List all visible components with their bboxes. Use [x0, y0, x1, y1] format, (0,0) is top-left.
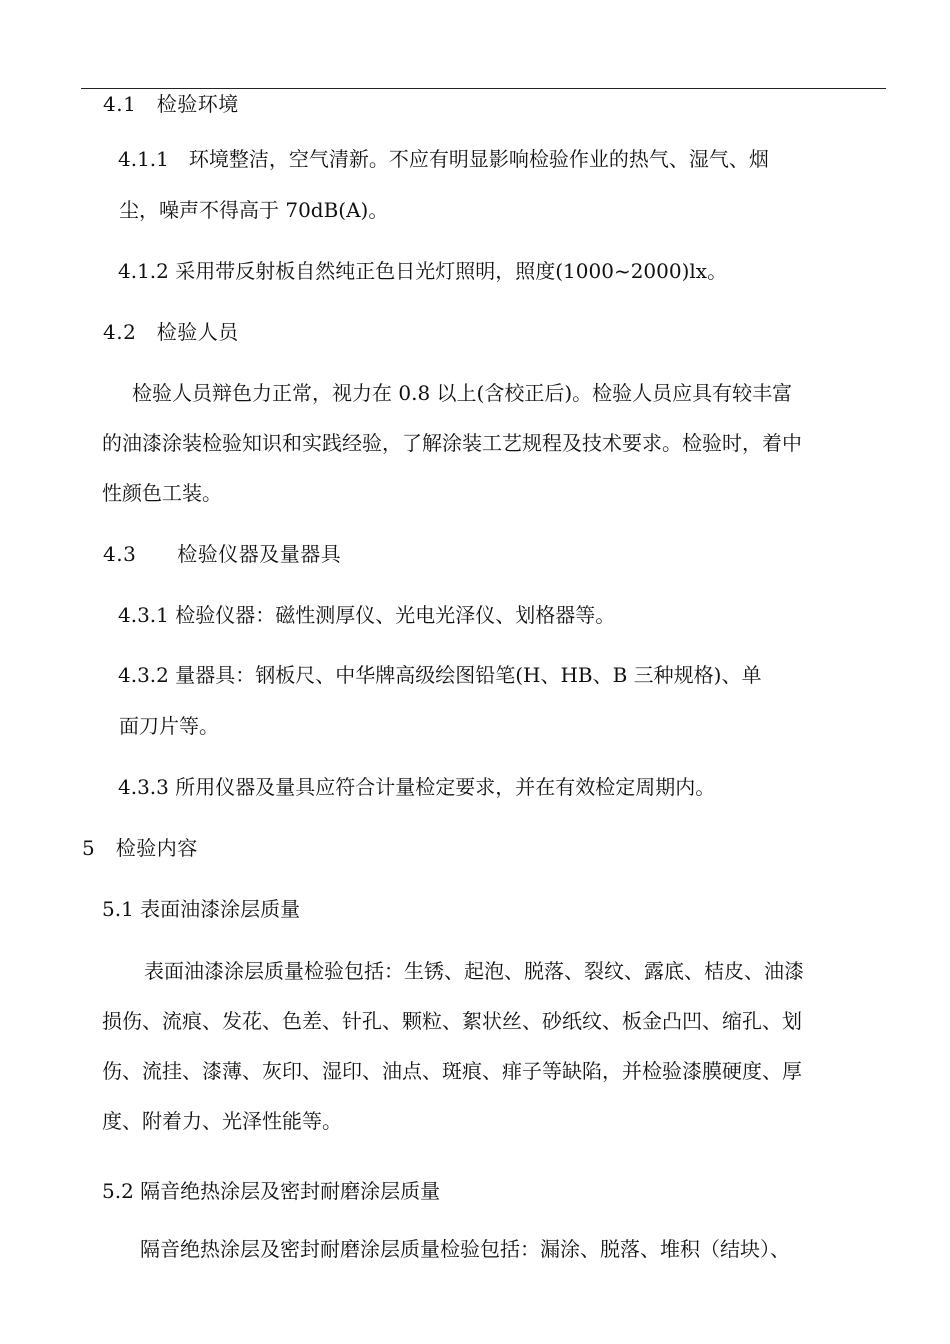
- item-4-1-1-line-2: 尘，噪声不得高于 70dB(A)。: [119, 198, 389, 222]
- item-4-3-2-line-2: 面刀片等。: [119, 714, 219, 738]
- para-4-2-line-1: 检验人员辩色力正常，视力在 0.8 以上(含校正后)。检验人员应具有较丰富: [132, 381, 793, 405]
- header-rule: [81, 88, 886, 89]
- para-5-1-line-4: 度、附着力、光泽性能等。: [102, 1109, 342, 1133]
- item-4-3-3: 4.3.3 所用仪器及量具应符合计量检定要求，并在有效检定周期内。: [118, 775, 716, 799]
- para-5-1-line-2: 损伤、流痕、发花、色差、针孔、颗粒、絮状丝、砂纸纹、板金凸凹、缩孔、划: [102, 1009, 802, 1033]
- item-4-1-2: 4.1.2 采用带反射板自然纯正色日光灯照明，照度(1000~2000)lx。: [118, 259, 728, 283]
- item-4-1-1-line-1: 4.1.1 环境整洁，空气清新。不应有明显影响检验作业的热气、湿气、烟: [118, 147, 769, 171]
- para-5-2-line-1: 隔音绝热涂层及密封耐磨涂层质量检验包括：漏涂、脱落、堆积（结块）、: [140, 1237, 790, 1261]
- section-5-1-heading: 5.1 表面油漆涂层质量: [102, 897, 301, 921]
- section-4-1-heading: 4.1 检验环境: [103, 92, 239, 116]
- section-5-2-heading: 5.2 隔音绝热涂层及密封耐磨涂层质量: [102, 1179, 441, 1203]
- para-4-2-line-3: 性颜色工装。: [102, 481, 222, 505]
- para-5-1-line-3: 伤、流挂、漆薄、灰印、湿印、油点、斑痕、痱子等缺陷，并检验漆膜硬度、厚: [102, 1059, 802, 1083]
- item-4-3-1: 4.3.1 检验仪器：磁性测厚仪、光电光泽仪、划格器等。: [118, 603, 616, 627]
- para-4-2-line-2: 的油漆涂装检验知识和实践经验，了解涂装工艺规程及技术要求。检验时，着中: [102, 431, 802, 455]
- section-4-3-heading: 4.3 检验仪器及量器具: [103, 542, 342, 566]
- item-4-3-2-line-1: 4.3.2 量器具：钢板尺、中华牌高级绘图铅笔(H、HB、B 三种规格)、单: [118, 663, 762, 687]
- section-4-2-heading: 4.2 检验人员: [103, 320, 239, 344]
- section-5-heading: 5 检验内容: [82, 836, 198, 860]
- para-5-1-line-1: 表面油漆涂层质量检验包括：生锈、起泡、脱落、裂纹、露底、桔皮、油漆: [144, 959, 804, 983]
